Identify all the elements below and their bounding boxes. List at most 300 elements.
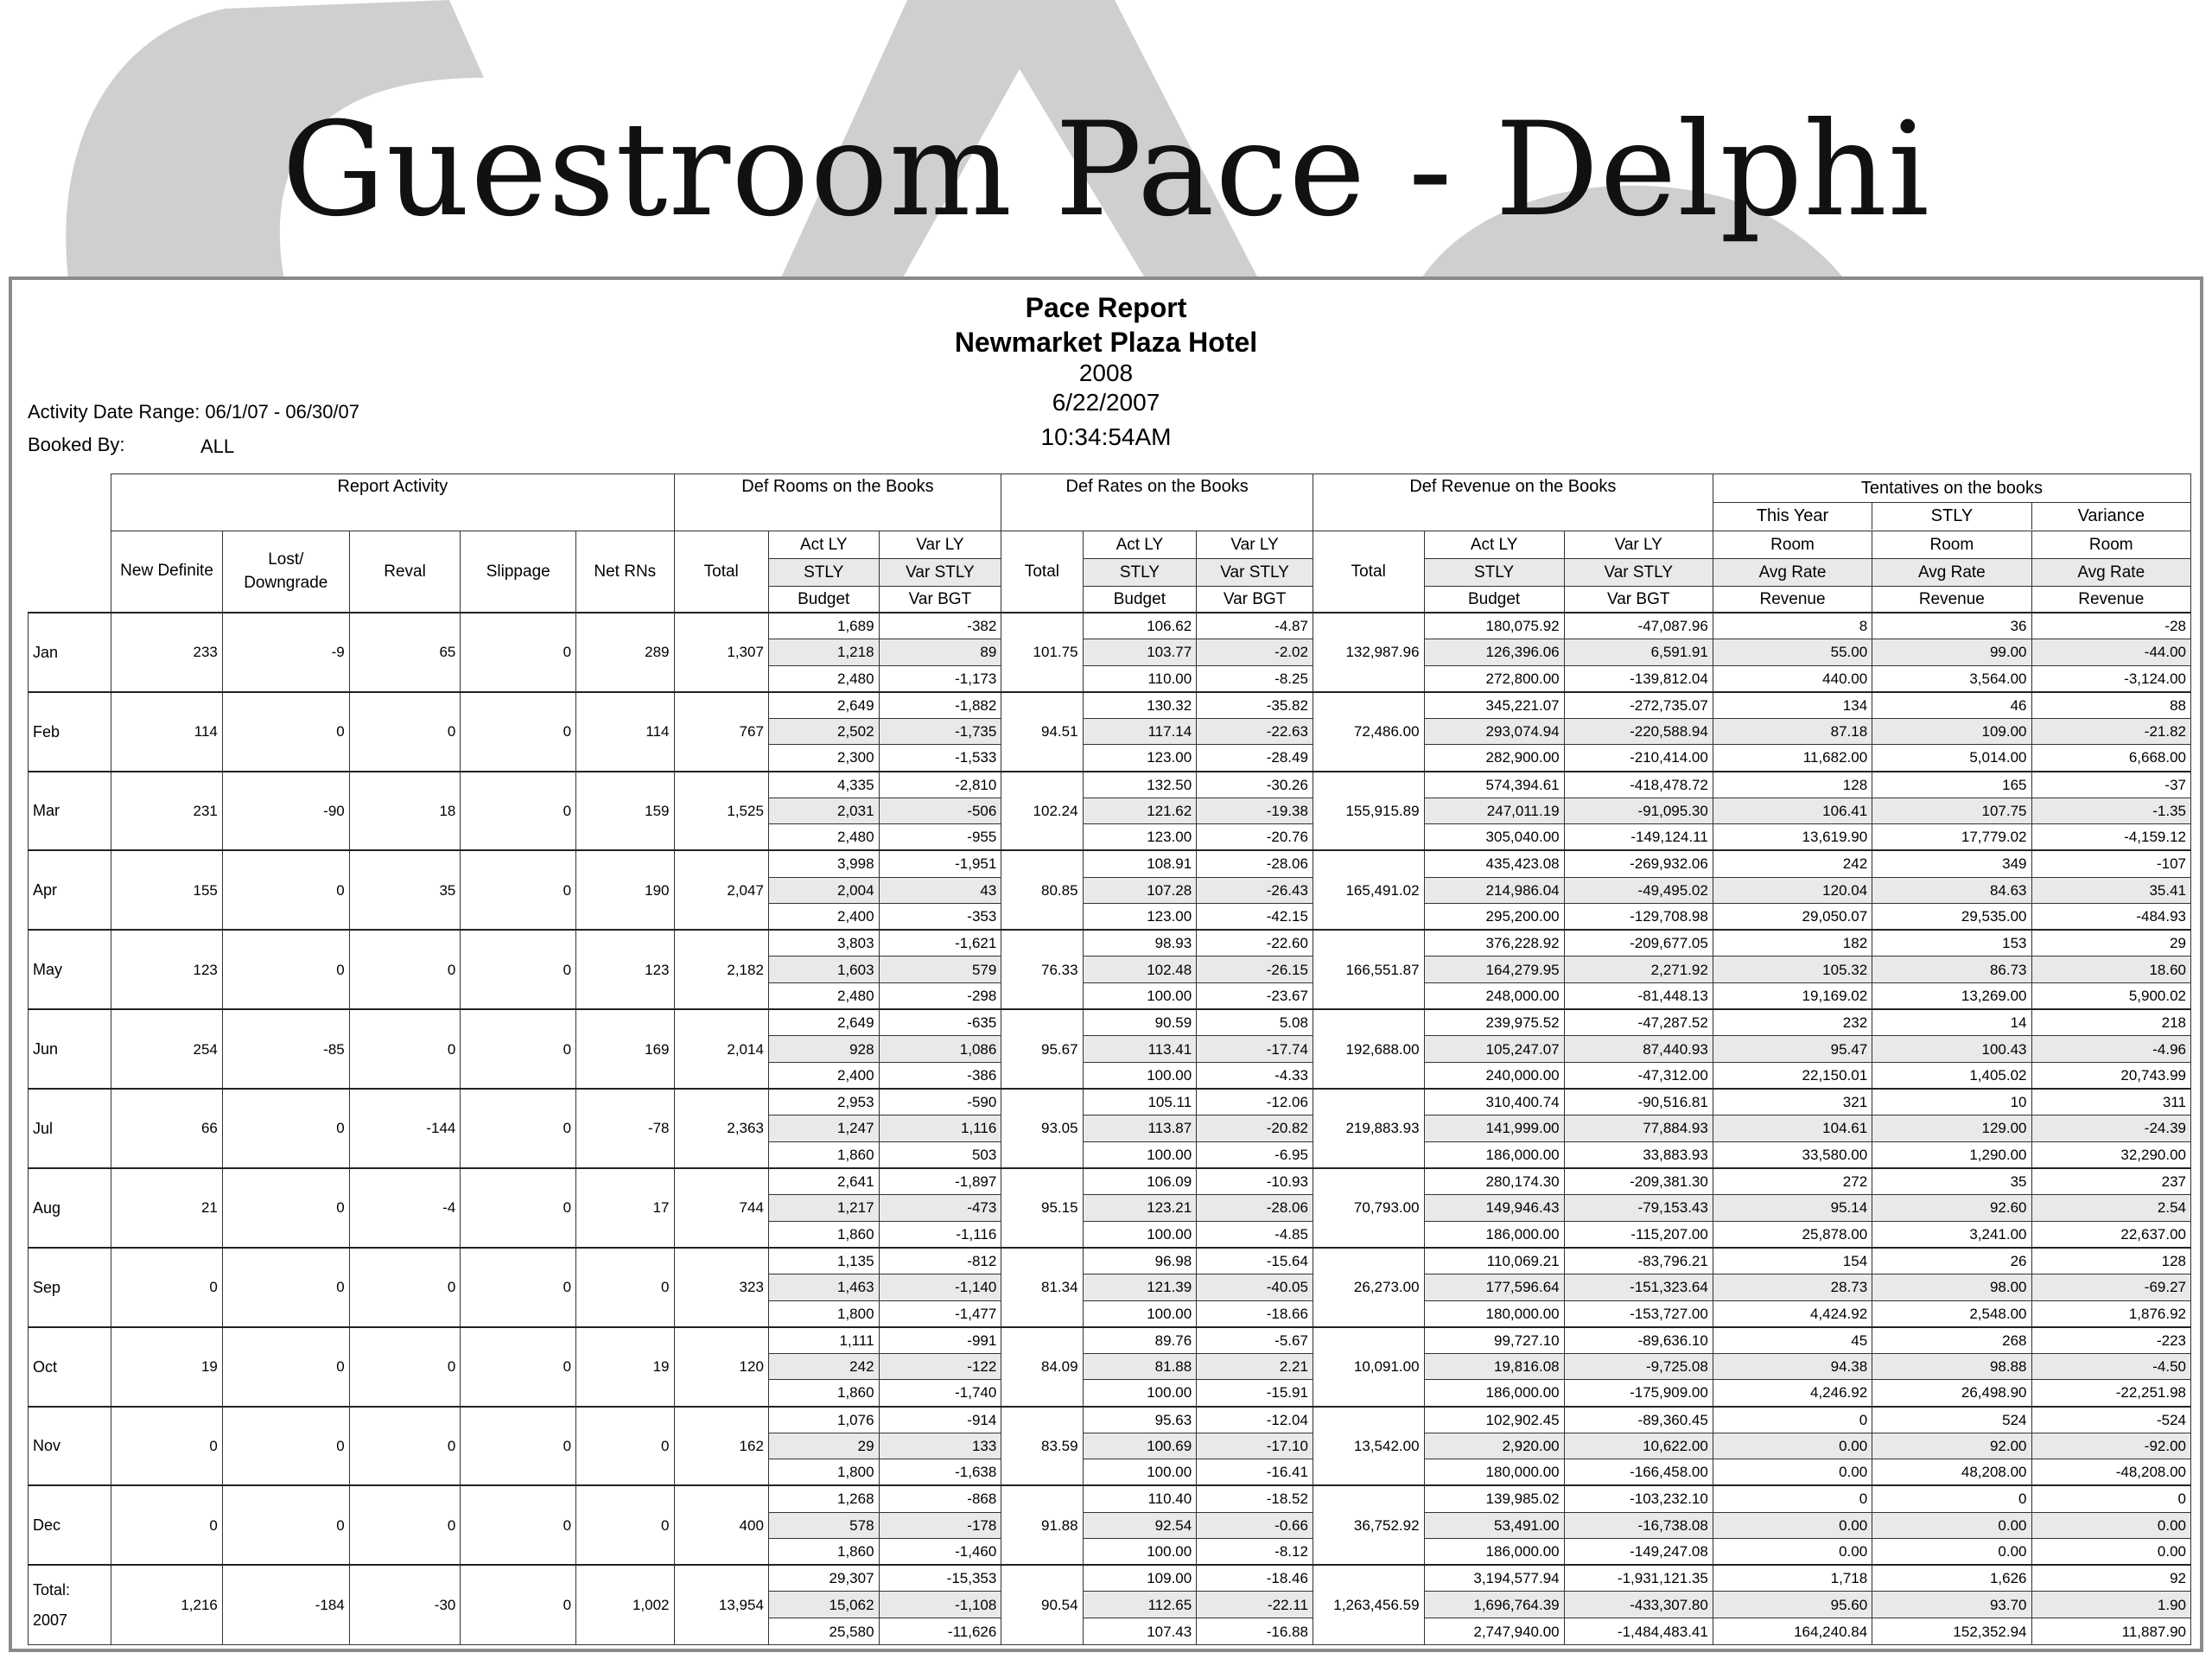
group-def-revenue: Def Revenue on the Books xyxy=(1313,474,1713,531)
hdr-rates-total: Total xyxy=(1001,531,1083,613)
rooms-value: 1,860 xyxy=(768,1141,879,1168)
hdr-slippage: Slippage xyxy=(461,531,576,613)
rooms-total-value: 2,182 xyxy=(674,930,768,1009)
rooms-total-value: 323 xyxy=(674,1248,768,1327)
rooms-value: 1,860 xyxy=(768,1221,879,1248)
month-col-blank xyxy=(29,559,111,587)
activity-value: 0 xyxy=(111,1248,223,1327)
tentative-value: -92.00 xyxy=(2031,1433,2190,1459)
tentative-value: 55.00 xyxy=(1713,639,1872,665)
pace-table xyxy=(28,474,2191,1645)
tentative-value: 84.63 xyxy=(1872,877,2031,904)
revenue-value: 180,075.92 xyxy=(1424,613,1564,639)
rooms-value: 2,649 xyxy=(768,692,879,719)
revenue-value: 295,200.00 xyxy=(1424,904,1564,931)
rooms-variance-value: -473 xyxy=(879,1195,1001,1222)
rooms-variance-value: -635 xyxy=(879,1009,1001,1036)
rooms-variance-value: -1,638 xyxy=(879,1459,1001,1486)
rates-variance-value: -40.05 xyxy=(1197,1274,1313,1300)
tentative-value: 1,405.02 xyxy=(1872,1062,2031,1089)
table-row xyxy=(29,850,2191,877)
rates-value: 106.62 xyxy=(1083,613,1197,639)
month-label: Feb xyxy=(29,692,111,772)
revenue-value: 240,000.00 xyxy=(1424,1062,1564,1089)
rates-value: 90.59 xyxy=(1083,1009,1197,1036)
hdr-rooms-act-ly: Act LY xyxy=(768,531,879,559)
revenue-variance-value: 10,622.00 xyxy=(1564,1433,1713,1459)
revenue-variance-value: -89,636.10 xyxy=(1564,1327,1713,1354)
revenue-variance-value: -139,812.04 xyxy=(1564,665,1713,692)
hdr-reval: Reval xyxy=(349,531,461,613)
activity-value: 123 xyxy=(111,930,223,1009)
table-row xyxy=(29,692,2191,719)
tentative-value: -3,124.00 xyxy=(2031,665,2190,692)
hdr-rev-act-ly: Act LY xyxy=(1424,531,1564,559)
revenue-variance-value: -47,312.00 xyxy=(1564,1062,1713,1089)
rates-variance-value: -22.11 xyxy=(1197,1592,1313,1618)
activity-value: -144 xyxy=(349,1089,461,1168)
rooms-total-value: 1,307 xyxy=(674,613,768,692)
table-row xyxy=(29,1009,2191,1036)
rates-value: 110.40 xyxy=(1083,1485,1197,1512)
activity-value: 0 xyxy=(349,1009,461,1089)
tentative-value: 153 xyxy=(1872,930,2031,957)
tentative-value: -37 xyxy=(2031,772,2190,798)
group-report-activity: Report Activity xyxy=(111,474,674,531)
tentative-value: 4,424.92 xyxy=(1713,1300,1872,1327)
rooms-total-value: 120 xyxy=(674,1327,768,1407)
tentative-value: -48,208.00 xyxy=(2031,1459,2190,1486)
rooms-variance-value: -178 xyxy=(879,1512,1001,1539)
tentative-value: 35 xyxy=(1872,1168,2031,1195)
rooms-value: 1,860 xyxy=(768,1380,879,1407)
rooms-value: 1,689 xyxy=(768,613,879,639)
rooms-variance-value: -386 xyxy=(879,1062,1001,1089)
tentative-value: 45 xyxy=(1713,1327,1872,1354)
hdr-tent-revenue-1: Revenue xyxy=(1713,586,1872,613)
tentative-value: 36 xyxy=(1872,613,2031,639)
tentative-value: 95.14 xyxy=(1713,1195,1872,1222)
tentative-value: 1,876.92 xyxy=(2031,1300,2190,1327)
revenue-variance-value: -272,735.07 xyxy=(1564,692,1713,719)
activity-value: 254 xyxy=(111,1009,223,1089)
hdr-tent-room-2: Room xyxy=(1872,531,2031,559)
table-row xyxy=(29,772,2191,798)
rooms-value: 1,135 xyxy=(768,1248,879,1274)
revenue-total-value: 165,491.02 xyxy=(1313,850,1424,930)
activity-value: 0 xyxy=(461,1565,576,1644)
activity-value: 17 xyxy=(576,1168,674,1248)
revenue-variance-value: -210,414.00 xyxy=(1564,745,1713,772)
rates-value: 123.00 xyxy=(1083,745,1197,772)
rates-value: 100.00 xyxy=(1083,1459,1197,1486)
booked-by-value: ALL xyxy=(200,435,235,457)
revenue-total-value: 36,752.92 xyxy=(1313,1485,1424,1565)
activity-value: 190 xyxy=(576,850,674,930)
rooms-value: 3,998 xyxy=(768,850,879,877)
tentative-value: 100.43 xyxy=(1872,1036,2031,1063)
revenue-value: 214,986.04 xyxy=(1424,877,1564,904)
rates-variance-value: -22.63 xyxy=(1197,718,1313,745)
tentative-value: 104.61 xyxy=(1713,1116,1872,1142)
rooms-value: 2,400 xyxy=(768,904,879,931)
tentative-value: -44.00 xyxy=(2031,639,2190,665)
hdr-tent-room-3: Room xyxy=(2031,531,2190,559)
rooms-variance-value: -353 xyxy=(879,904,1001,931)
activity-value: 0 xyxy=(461,1009,576,1089)
rates-total-value: 94.51 xyxy=(1001,692,1083,772)
rates-variance-value: -4.87 xyxy=(1197,613,1313,639)
rooms-variance-value: -812 xyxy=(879,1248,1001,1274)
tentative-value: 5,900.02 xyxy=(2031,983,2190,1010)
rates-variance-value: -16.88 xyxy=(1197,1618,1313,1645)
tentative-value: -524 xyxy=(2031,1407,2190,1433)
activity-value: 21 xyxy=(111,1168,223,1248)
rates-value: 100.00 xyxy=(1083,1062,1197,1089)
rates-total-value: 76.33 xyxy=(1001,930,1083,1009)
revenue-value: 99,727.10 xyxy=(1424,1327,1564,1354)
activity-value: 159 xyxy=(576,772,674,851)
tentative-value: 99.00 xyxy=(1872,639,2031,665)
activity-value: -9 xyxy=(222,613,349,692)
activity-value: 0 xyxy=(349,1327,461,1407)
hdr-lost-downgrade: Lost/ Downgrade xyxy=(222,531,349,613)
rooms-variance-value: -506 xyxy=(879,798,1001,824)
booked-by-label: Booked By: xyxy=(28,434,125,455)
tentative-value: 272 xyxy=(1713,1168,1872,1195)
activity-value: 0 xyxy=(461,692,576,772)
tentative-value: 20,743.99 xyxy=(2031,1062,2190,1089)
rates-total-value: 81.34 xyxy=(1001,1248,1083,1327)
revenue-variance-value: -47,287.52 xyxy=(1564,1009,1713,1036)
rooms-variance-value: 1,116 xyxy=(879,1116,1001,1142)
revenue-value: 186,000.00 xyxy=(1424,1380,1564,1407)
rooms-variance-value: -1,533 xyxy=(879,745,1001,772)
revenue-total-value: 1,263,456.59 xyxy=(1313,1565,1424,1644)
tentative-value: 134 xyxy=(1713,692,1872,719)
activity-value: 233 xyxy=(111,613,223,692)
activity-value: 0 xyxy=(576,1248,674,1327)
rooms-value: 1,268 xyxy=(768,1485,879,1512)
revenue-value: 280,174.30 xyxy=(1424,1168,1564,1195)
rates-variance-value: -17.10 xyxy=(1197,1433,1313,1459)
tentative-value: 94.38 xyxy=(1713,1353,1872,1380)
revenue-variance-value: -49,495.02 xyxy=(1564,877,1713,904)
revenue-value: 574,394.61 xyxy=(1424,772,1564,798)
hdr-rates-stly: STLY xyxy=(1083,559,1197,587)
tentative-value: 86.73 xyxy=(1872,957,2031,983)
rates-variance-value: -12.04 xyxy=(1197,1407,1313,1433)
rates-variance-value: -20.82 xyxy=(1197,1116,1313,1142)
revenue-total-value: 10,091.00 xyxy=(1313,1327,1424,1407)
revenue-value: 105,247.07 xyxy=(1424,1036,1564,1063)
tentative-value: 242 xyxy=(1713,850,1872,877)
revenue-total-value: 26,273.00 xyxy=(1313,1248,1424,1327)
rooms-variance-value: -122 xyxy=(879,1353,1001,1380)
rates-variance-value: -23.67 xyxy=(1197,983,1313,1010)
rates-variance-value: -2.02 xyxy=(1197,639,1313,665)
revenue-value: 435,423.08 xyxy=(1424,850,1564,877)
hdr-rooms-total: Total xyxy=(674,531,768,613)
header-row-1 xyxy=(29,531,2191,559)
hdr-rooms-stly: STLY xyxy=(768,559,879,587)
rooms-variance-value: -382 xyxy=(879,613,1001,639)
rooms-value: 2,953 xyxy=(768,1089,879,1116)
revenue-variance-value: -83,796.21 xyxy=(1564,1248,1713,1274)
revenue-variance-value: -175,909.00 xyxy=(1564,1380,1713,1407)
revenue-value: 3,194,577.94 xyxy=(1424,1565,1564,1592)
tentative-value: 95.60 xyxy=(1713,1592,1872,1618)
rooms-value: 1,800 xyxy=(768,1300,879,1327)
header-row-groups xyxy=(29,474,2191,531)
rooms-value: 1,800 xyxy=(768,1459,879,1486)
tentative-value: 8 xyxy=(1713,613,1872,639)
rooms-variance-value: -1,740 xyxy=(879,1380,1001,1407)
activity-value: 66 xyxy=(111,1089,223,1168)
activity-value: 0 xyxy=(222,1168,349,1248)
activity-value: 114 xyxy=(576,692,674,772)
tentative-value: 1.90 xyxy=(2031,1592,2190,1618)
tentative-value: 0.00 xyxy=(2031,1512,2190,1539)
rates-value: 102.48 xyxy=(1083,957,1197,983)
rooms-variance-value: -1,621 xyxy=(879,930,1001,957)
activity-value: 123 xyxy=(576,930,674,1009)
rates-value: 121.39 xyxy=(1083,1274,1197,1300)
rooms-value: 29 xyxy=(768,1433,879,1459)
revenue-total-value: 155,915.89 xyxy=(1313,772,1424,851)
table-row xyxy=(29,1089,2191,1116)
activity-value: 289 xyxy=(576,613,674,692)
tentative-value: 128 xyxy=(1713,772,1872,798)
rooms-value: 1,603 xyxy=(768,957,879,983)
tentative-value: 11,682.00 xyxy=(1713,745,1872,772)
revenue-variance-value: -418,478.72 xyxy=(1564,772,1713,798)
tentative-value: 29 xyxy=(2031,930,2190,957)
rates-variance-value: -28.49 xyxy=(1197,745,1313,772)
activity-value: 0 xyxy=(349,1485,461,1565)
rooms-total-value: 400 xyxy=(674,1485,768,1565)
rooms-variance-value: -1,108 xyxy=(879,1592,1001,1618)
revenue-value: 177,596.64 xyxy=(1424,1274,1564,1300)
slide-title: Guestroom Pace - Delphi xyxy=(282,95,1930,245)
rooms-total-value: 1,525 xyxy=(674,772,768,851)
rooms-value: 928 xyxy=(768,1036,879,1063)
revenue-value: 272,800.00 xyxy=(1424,665,1564,692)
revenue-value: 186,000.00 xyxy=(1424,1221,1564,1248)
revenue-variance-value: -269,932.06 xyxy=(1564,850,1713,877)
tentative-value: 98.88 xyxy=(1872,1353,2031,1380)
revenue-value: 186,000.00 xyxy=(1424,1141,1564,1168)
rates-value: 98.93 xyxy=(1083,930,1197,957)
tentative-value: 152,352.94 xyxy=(1872,1618,2031,1645)
rates-value: 92.54 xyxy=(1083,1512,1197,1539)
tent-this-year-label: This Year xyxy=(1713,503,1872,530)
rooms-variance-value: -1,735 xyxy=(879,718,1001,745)
tentative-value: 182 xyxy=(1713,930,1872,957)
tentative-value: 1,626 xyxy=(1872,1565,2031,1592)
rooms-variance-value: 89 xyxy=(879,639,1001,665)
rates-total-value: 95.67 xyxy=(1001,1009,1083,1089)
tentative-value: 154 xyxy=(1713,1248,1872,1274)
table-row xyxy=(29,1565,2191,1592)
tentative-value: 28.73 xyxy=(1713,1274,1872,1300)
rooms-total-value: 2,014 xyxy=(674,1009,768,1089)
tentative-value: -21.82 xyxy=(2031,718,2190,745)
tentative-value: 0.00 xyxy=(1713,1459,1872,1486)
rates-value: 100.00 xyxy=(1083,1221,1197,1248)
rooms-variance-value: -1,116 xyxy=(879,1221,1001,1248)
rates-value: 95.63 xyxy=(1083,1407,1197,1433)
rooms-value: 2,480 xyxy=(768,983,879,1010)
table-row xyxy=(29,1485,2191,1512)
month-label: Apr xyxy=(29,850,111,930)
revenue-value: 186,000.00 xyxy=(1424,1539,1564,1566)
revenue-value: 139,985.02 xyxy=(1424,1485,1564,1512)
rates-variance-value: -28.06 xyxy=(1197,850,1313,877)
tent-stly-label: STLY xyxy=(1872,503,2031,530)
tentative-value: -69.27 xyxy=(2031,1274,2190,1300)
hdr-tent-avg-rate-2: Avg Rate xyxy=(1872,559,2031,587)
month-label: Jun xyxy=(29,1009,111,1089)
hdr-net-rns: Net RNs xyxy=(576,531,674,613)
revenue-variance-value: -166,458.00 xyxy=(1564,1459,1713,1486)
activity-value: 0 xyxy=(222,1407,349,1486)
activity-value: 114 xyxy=(111,692,223,772)
rooms-variance-value: -955 xyxy=(879,824,1001,851)
revenue-variance-value: 77,884.93 xyxy=(1564,1116,1713,1142)
activity-value: -78 xyxy=(576,1089,674,1168)
rates-value: 105.11 xyxy=(1083,1089,1197,1116)
activity-value: -30 xyxy=(349,1565,461,1644)
rates-variance-value: 5.08 xyxy=(1197,1009,1313,1036)
rates-value: 130.32 xyxy=(1083,692,1197,719)
rooms-value: 2,031 xyxy=(768,798,879,824)
rates-value: 112.65 xyxy=(1083,1592,1197,1618)
rooms-value: 2,649 xyxy=(768,1009,879,1036)
rates-variance-value: -0.66 xyxy=(1197,1512,1313,1539)
activity-value: 19 xyxy=(111,1327,223,1407)
activity-value: 0 xyxy=(576,1485,674,1565)
revenue-variance-value: 33,883.93 xyxy=(1564,1141,1713,1168)
rooms-variance-value: -1,477 xyxy=(879,1300,1001,1327)
rates-variance-value: -10.93 xyxy=(1197,1168,1313,1195)
revenue-variance-value: -149,247.08 xyxy=(1564,1539,1713,1566)
revenue-variance-value: 2,271.92 xyxy=(1564,957,1713,983)
tentative-value: 109.00 xyxy=(1872,718,2031,745)
activity-value: 0 xyxy=(461,850,576,930)
revenue-value: 293,074.94 xyxy=(1424,718,1564,745)
activity-value: 0 xyxy=(461,1485,576,1565)
rooms-variance-value: -1,460 xyxy=(879,1539,1001,1566)
hdr-rev-var-ly: Var LY xyxy=(1564,531,1713,559)
rooms-total-value: 13,954 xyxy=(674,1565,768,1644)
pace-table-body xyxy=(29,474,2191,1645)
hdr-tent-room-1: Room xyxy=(1713,531,1872,559)
revenue-total-value: 132,987.96 xyxy=(1313,613,1424,692)
tentative-value: 26,498.90 xyxy=(1872,1380,2031,1407)
rooms-variance-value: -1,951 xyxy=(879,850,1001,877)
report-date: 6/22/2007 xyxy=(1052,389,1160,416)
tentatives-subheader xyxy=(1713,503,2190,530)
tentative-value: 11,887.90 xyxy=(2031,1618,2190,1645)
tentative-value: 5,014.00 xyxy=(1872,745,2031,772)
revenue-value: 102,902.45 xyxy=(1424,1407,1564,1433)
rooms-variance-value: -991 xyxy=(879,1327,1001,1354)
rooms-variance-value: -914 xyxy=(879,1407,1001,1433)
hdr-tent-revenue-2: Revenue xyxy=(1872,586,2031,613)
revenue-variance-value: -47,087.96 xyxy=(1564,613,1713,639)
rates-value: 100.00 xyxy=(1083,1539,1197,1566)
revenue-variance-value: -151,323.64 xyxy=(1564,1274,1713,1300)
hdr-tent-revenue-3: Revenue xyxy=(2031,586,2190,613)
rates-total-value: 80.85 xyxy=(1001,850,1083,930)
rates-variance-value: -4.33 xyxy=(1197,1062,1313,1089)
rates-value: 108.91 xyxy=(1083,850,1197,877)
revenue-value: 180,000.00 xyxy=(1424,1300,1564,1327)
tentative-value: 29,050.07 xyxy=(1713,904,1872,931)
revenue-variance-value: 87,440.93 xyxy=(1564,1036,1713,1063)
rates-variance-value: -26.15 xyxy=(1197,957,1313,983)
month-label: Mar xyxy=(29,772,111,851)
activity-value: 0 xyxy=(349,1407,461,1486)
revenue-variance-value: -149,124.11 xyxy=(1564,824,1713,851)
activity-value: 0 xyxy=(461,930,576,1009)
rates-value: 106.09 xyxy=(1083,1168,1197,1195)
rates-variance-value: 2.21 xyxy=(1197,1353,1313,1380)
rates-variance-value: -35.82 xyxy=(1197,692,1313,719)
group-tentatives-label: Tentatives on the books xyxy=(1713,474,2190,503)
hdr-rates-var-stly: Var STLY xyxy=(1197,559,1313,587)
revenue-value: 110,069.21 xyxy=(1424,1248,1564,1274)
activity-value: -85 xyxy=(222,1009,349,1089)
activity-value: 35 xyxy=(349,850,461,930)
revenue-variance-value: -79,153.43 xyxy=(1564,1195,1713,1222)
tentative-value: 106.41 xyxy=(1713,798,1872,824)
rates-value: 81.88 xyxy=(1083,1353,1197,1380)
rooms-variance-value: -2,810 xyxy=(879,772,1001,798)
rooms-value: 1,076 xyxy=(768,1407,879,1433)
group-def-rates: Def Rates on the Books xyxy=(1001,474,1313,531)
rooms-value: 1,247 xyxy=(768,1116,879,1142)
rooms-value: 578 xyxy=(768,1512,879,1539)
rates-variance-value: -17.74 xyxy=(1197,1036,1313,1063)
tentative-value: 2.54 xyxy=(2031,1195,2190,1222)
rooms-value: 1,217 xyxy=(768,1195,879,1222)
hdr-new-definite: New Definite xyxy=(111,531,223,613)
tentative-value: 92 xyxy=(2031,1565,2190,1592)
rooms-variance-value: -11,626 xyxy=(879,1618,1001,1645)
revenue-variance-value: -1,484,483.41 xyxy=(1564,1618,1713,1645)
hdr-tent-avg-rate-1: Avg Rate xyxy=(1713,559,1872,587)
month-label: Jul xyxy=(29,1089,111,1168)
rooms-variance-value: -868 xyxy=(879,1485,1001,1512)
hdr-rooms-var-stly: Var STLY xyxy=(879,559,1001,587)
rates-variance-value: -18.52 xyxy=(1197,1485,1313,1512)
tentative-value: 92.60 xyxy=(1872,1195,2031,1222)
activity-value: -184 xyxy=(222,1565,349,1644)
month-label: Dec xyxy=(29,1485,111,1565)
table-row xyxy=(29,1168,2191,1195)
rooms-variance-value: -298 xyxy=(879,983,1001,1010)
activity-value: 0 xyxy=(576,1407,674,1486)
revenue-variance-value: -153,727.00 xyxy=(1564,1300,1713,1327)
hdr-rev-var-bgt: Var BGT xyxy=(1564,586,1713,613)
hdr-rooms-var-bgt: Var BGT xyxy=(879,586,1001,613)
rooms-total-value: 2,363 xyxy=(674,1089,768,1168)
revenue-value: 376,228.92 xyxy=(1424,930,1564,957)
tentative-value: 0.00 xyxy=(1872,1512,2031,1539)
rooms-variance-value: -590 xyxy=(879,1089,1001,1116)
